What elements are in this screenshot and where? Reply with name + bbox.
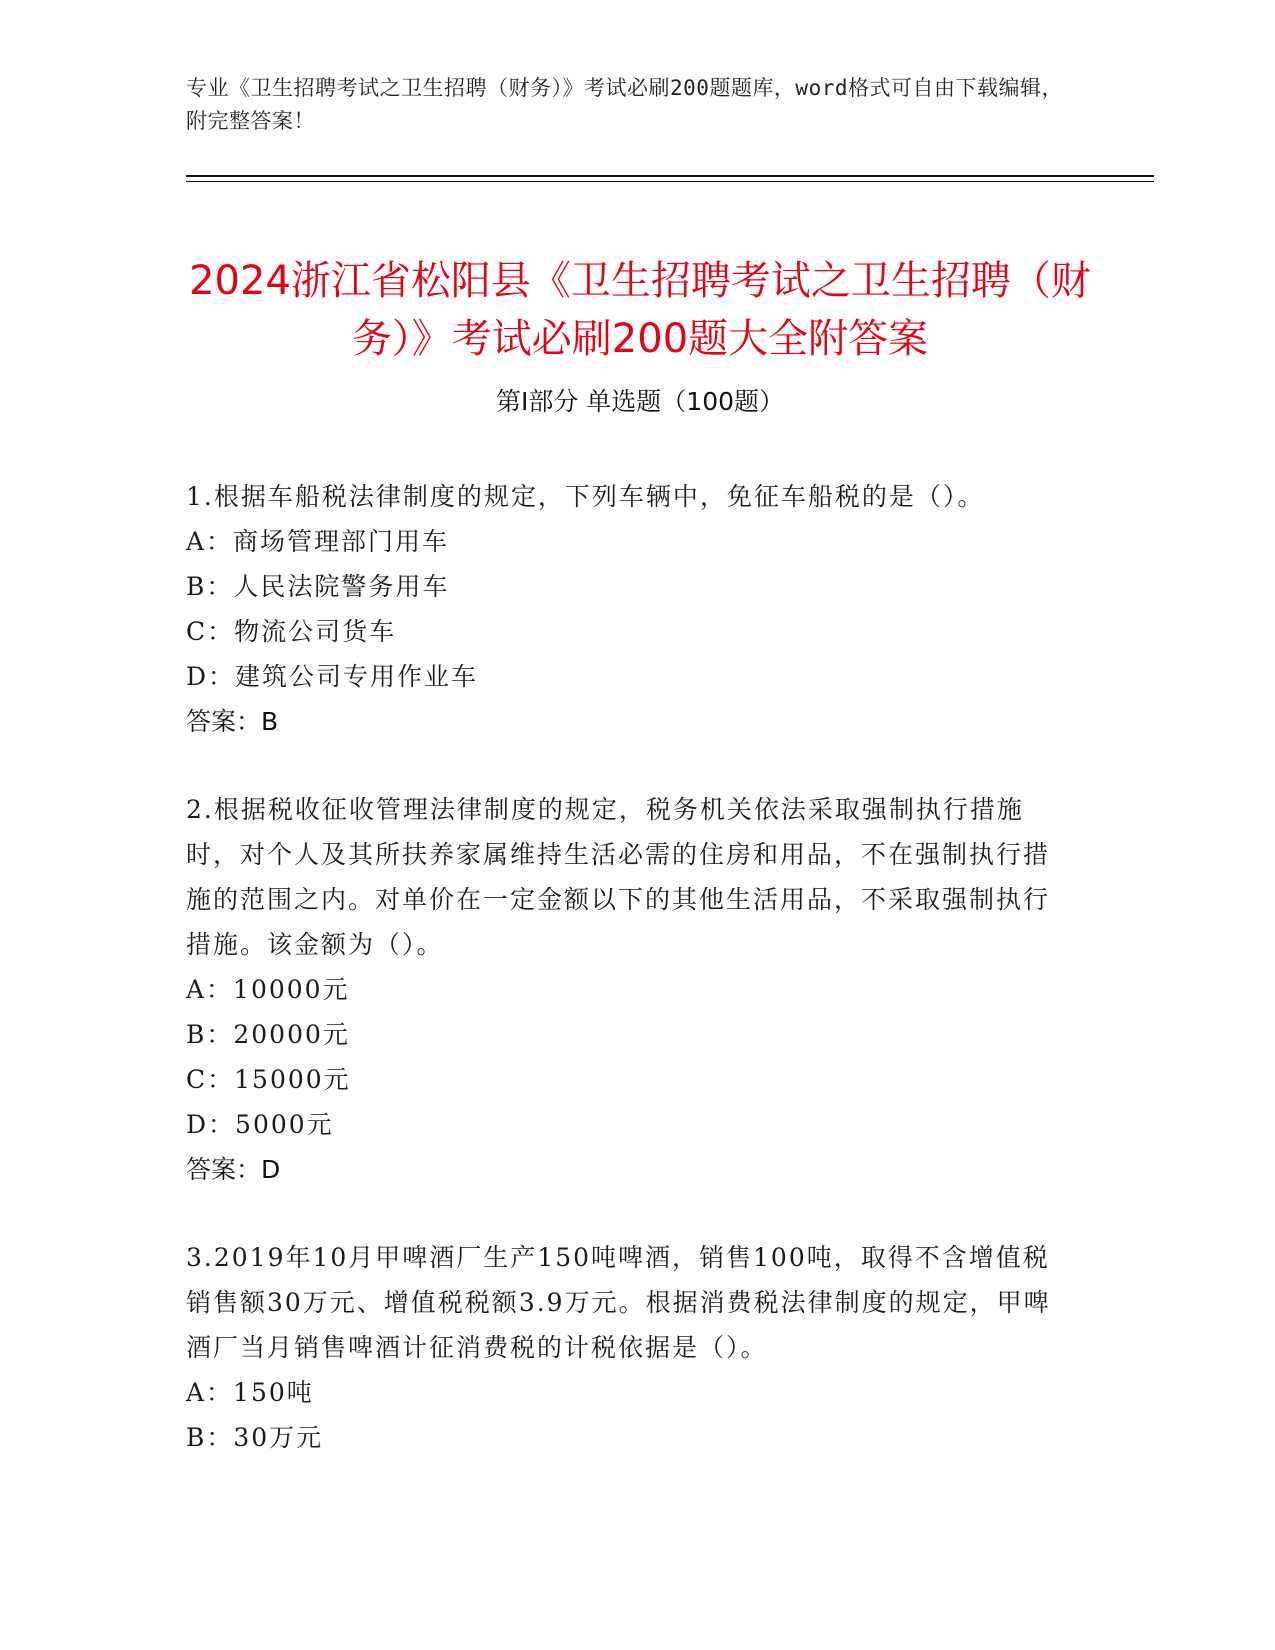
option-c: C：物流公司货车	[186, 617, 397, 646]
header-note: 专业《卫生招聘考试之卫生招聘（财务）》考试必刷200题题库，word格式可自由下载编辑，附完整答案！	[186, 76, 1063, 133]
header-divider-thin	[186, 181, 1154, 182]
option-a: A：10000元	[186, 975, 350, 1004]
option-d: D：建筑公司专用作业车	[186, 662, 479, 691]
option-b: B：20000元	[186, 1020, 350, 1049]
option-a: A：商场管理部门用车	[186, 527, 450, 556]
answer-line: 答案：D	[186, 1155, 281, 1184]
option-b: B：人民法院警务用车	[186, 572, 450, 601]
option-a: A：150吨	[186, 1378, 314, 1407]
answer-line: 答案：B	[186, 707, 279, 736]
option-d: D：5000元	[186, 1110, 334, 1139]
option-b: B：30万元	[186, 1423, 324, 1452]
question-stem: 1.根据车船税法律制度的规定，下列车辆中，免征车船税的是（）。	[186, 482, 985, 511]
header-divider-thick	[186, 175, 1154, 177]
option-c: C：15000元	[186, 1065, 351, 1094]
question-stem: 2.根据税收征收管理法律制度的规定，税务机关依法采取强制执行措施时，对个人及其所扶养家属维持生活必需的住房和用品，不在强制执行措施的范围之内。对单价在一定金额以下的其他生活用品，不采取强制执行措施。该金额为（）。	[186, 795, 1051, 959]
question-list	[186, 474, 1076, 1503]
question-3	[186, 1235, 1076, 1460]
document-title: 2024浙江省松阳县《卫生招聘考试之卫生招聘（财务）》考试必刷200题大全附答案	[189, 257, 1091, 362]
question-stem: 3.2019年10月甲啤酒厂生产150吨啤酒，销售100吨，取得不含增值税销售额30万元、增值税税额3.9万元。根据消费税法律制度的规定，甲啤酒厂当月销售啤酒计征消费税的计税依据是（）。	[186, 1243, 1051, 1362]
question-1	[186, 474, 1076, 744]
question-2	[186, 787, 1076, 1192]
section-heading: 第I部分 单选题（100题）	[495, 387, 785, 416]
